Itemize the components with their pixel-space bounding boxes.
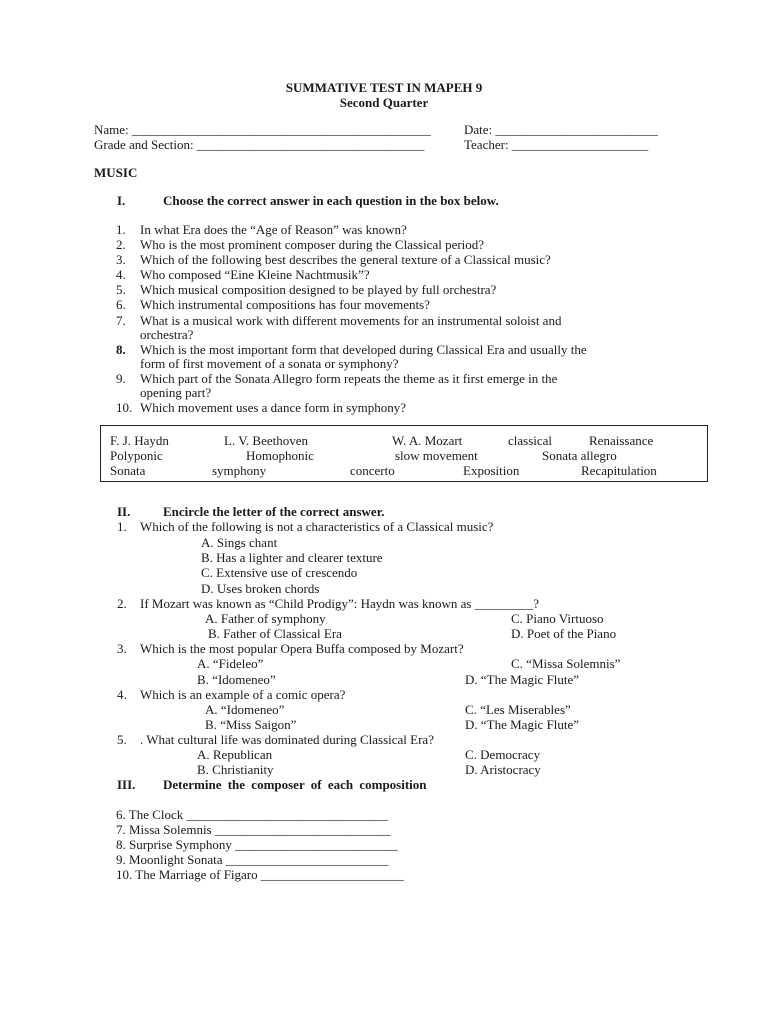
part2-numeral: II. — [117, 504, 131, 519]
part2-q2-option: D. Poet of the Piano — [511, 626, 617, 641]
part2-q2-option: A. Father of symphony — [205, 611, 326, 626]
part1-q4-number: 4. — [116, 267, 126, 282]
composition-item: 6. The Clock _______________________________ — [116, 807, 389, 822]
page-title: SUMMATIVE TEST IN MAPEH 9 — [285, 80, 483, 95]
part1-instruction: Choose the correct answer in each question in the box below. — [163, 193, 499, 208]
part1-q7-number: 7. — [116, 313, 126, 328]
box-choice: slow movement — [395, 448, 478, 463]
box-choice: classical — [508, 433, 553, 448]
part1-q8-number: 8. — [116, 342, 126, 357]
part2-q3-option: C. “Missa Solemnis” — [511, 656, 621, 671]
part2-q5-option: A. Republican — [197, 747, 273, 762]
part2-q1-text: Which of the following is not a characteristics of a Classical music? — [140, 519, 494, 534]
part2-q1-number: 1. — [117, 519, 127, 534]
box-choice: concerto — [350, 463, 395, 478]
box-choice: L. V. Beethoven — [224, 433, 309, 448]
composition-item: 7. Missa Solemnis ___________________________ — [116, 822, 391, 837]
page-subtitle: Second Quarter — [339, 95, 429, 110]
part1-q3-number: 3. — [116, 252, 126, 267]
part2-q2-number: 2. — [117, 596, 127, 611]
part2-q5-option: C. Democracy — [465, 747, 541, 762]
subject-heading: MUSIC — [94, 165, 138, 180]
box-choice: Polyponic — [110, 448, 163, 463]
part1-q5-text: Which musical composition designed to be played by full orchestra? — [140, 282, 497, 297]
part1-q6-number: 6. — [116, 297, 126, 312]
part1-q10-text: Which movement uses a dance form in symphony? — [140, 400, 407, 415]
part2-q3-number: 3. — [117, 641, 127, 656]
part1-q2-number: 2. — [116, 237, 126, 252]
part2-q1-option: D. Uses broken chords — [201, 581, 320, 596]
part2-q5-option: B. Christianity — [197, 762, 274, 777]
part1-q2-text: Who is the most prominent composer during the Classical period? — [140, 237, 485, 252]
composition-item: 10. The Marriage of Figaro ______________________ — [116, 867, 404, 882]
part1-q8-text-cont: form of first movement of a sonata or symphony? — [140, 356, 399, 371]
part2-q3-option: D. “The Magic Flute” — [465, 672, 580, 687]
box-choice: symphony — [212, 463, 267, 478]
part1-q7-text-cont: orchestra? — [140, 327, 194, 342]
part1-q9-number: 9. — [116, 371, 126, 386]
part2-q4-option: A. “Idomeneo” — [205, 702, 285, 717]
part2-q4-option: D. “The Magic Flute” — [465, 717, 580, 732]
part1-q9-text: Which part of the Sonata Allegro form repeats the theme as it first emerge in the — [140, 371, 558, 386]
part2-q4-option: C. “Les Miserables” — [465, 702, 571, 717]
part2-q4-option: B. “Miss Saigon” — [205, 717, 297, 732]
part2-q4-number: 4. — [117, 687, 127, 702]
composition-item: 9. Moonlight Sonata _________________________ — [116, 852, 389, 867]
name-field: Name: ______________________________________________ — [94, 122, 431, 137]
box-choice: Sonata allegro — [542, 448, 617, 463]
box-choice: Recapitulation — [581, 463, 657, 478]
grade-section-field: Grade and Section: ___________________________________ — [94, 137, 425, 152]
box-choice: W. A. Mozart — [392, 433, 463, 448]
part2-q1-option: A. Sings chant — [201, 535, 278, 550]
part1-q1-text: In what Era does the “Age of Reason” was known? — [140, 222, 407, 237]
part1-q6-text: Which instrumental compositions has four movements? — [140, 297, 430, 312]
composition-item: 8. Surprise Symphony _________________________ — [116, 837, 398, 852]
part2-q2-option: C. Piano Virtuoso — [511, 611, 604, 626]
part1-q9-text-cont: opening part? — [140, 385, 212, 400]
box-choice: F. J. Haydn — [110, 433, 169, 448]
part1-q5-number: 5. — [116, 282, 126, 297]
box-choice: Homophonic — [246, 448, 314, 463]
part1-q3-text: Which of the following best describes the general texture of a Classical music? — [140, 252, 551, 267]
part2-q5-text: . What cultural life was dominated during Classical Era? — [140, 732, 434, 747]
part1-q8-text: Which is the most important form that developed during Classical Era and usually the — [140, 342, 587, 357]
part3-numeral: III. — [117, 777, 136, 792]
part2-instruction: Encircle the letter of the correct answer. — [163, 504, 385, 519]
part1-q1-number: 1. — [116, 222, 126, 237]
teacher-field: Teacher: _____________________ — [464, 137, 649, 152]
part1-q4-text: Who composed “Eine Kleine Nachtmusik”? — [140, 267, 370, 282]
part2-q1-option: C. Extensive use of crescendo — [201, 565, 358, 580]
part2-q3-text: Which is the most popular Opera Buffa composed by Mozart? — [140, 641, 464, 656]
part1-q10-number: 10. — [116, 400, 133, 415]
part2-q3-option: B. “Idomeneo” — [197, 672, 276, 687]
part2-q4-text: Which is an example of a comic opera? — [140, 687, 346, 702]
part2-q2-text: If Mozart was known as “Child Prodigy”: Haydn was known as _________? — [140, 596, 539, 611]
box-choice: Renaissance — [589, 433, 654, 448]
part2-q1-option: B. Has a lighter and clearer texture — [201, 550, 383, 565]
part1-q7-text: What is a musical work with different movements for an instrumental soloist and — [140, 313, 562, 328]
box-choice: Sonata — [110, 463, 146, 478]
date-field: Date: _________________________ — [464, 122, 658, 137]
part3-instruction: Determine the composer of each composition — [163, 777, 427, 792]
part2-q5-option: D. Aristocracy — [465, 762, 541, 777]
part1-numeral: I. — [117, 193, 126, 208]
box-choice: Exposition — [463, 463, 520, 478]
part2-q3-option: A. “Fideleo” — [197, 656, 264, 671]
part2-q5-number: 5. — [117, 732, 127, 747]
part2-q2-option: B. Father of Classical Era — [208, 626, 342, 641]
